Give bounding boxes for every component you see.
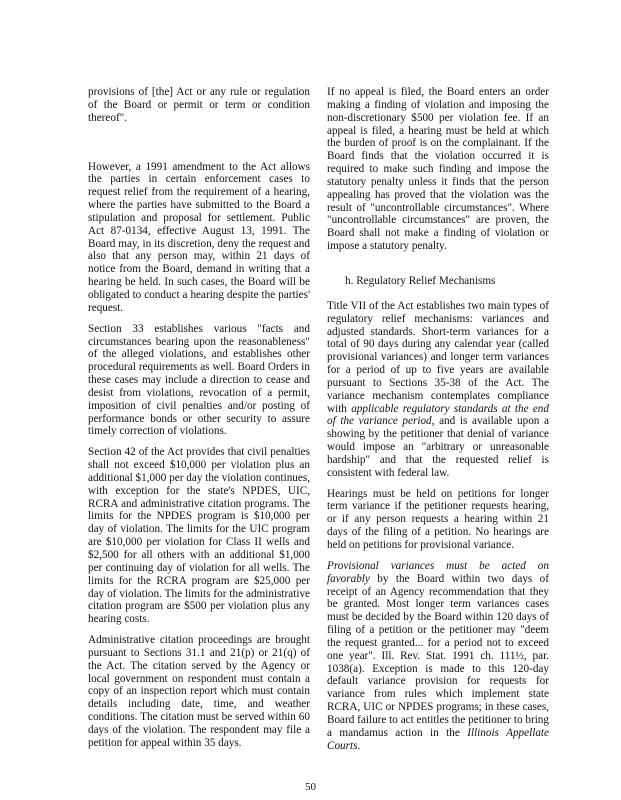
paragraph-right-4	[327, 560, 549, 753]
paragraph-left-1: provisions of [the] Act or any rule or regulation of the Board or permit or term or condition thereof".	[88, 86, 310, 124]
paragraph-left-5: Administrative citation proceedings are brought pursuant to Sections 31.1 and 21(p) or 21(q) of the Act. The citation served by the Agency or local government on respondent must contain a copy of an inspection report which must contain details including date, time, and weather conditions. The citation must be served within 60 days of the violation. The respondent may file a petition for appeal within 35 days.	[88, 634, 310, 749]
text: .	[357, 739, 361, 752]
left-column	[88, 86, 310, 758]
paragraph-right-2	[327, 300, 549, 480]
text: , and is available upon a showing by the petitioner that denial of variance would impose an "arbitrary or unreasonable hardship" and that the requested relief is consistent with federal law.	[327, 415, 549, 479]
emphasis: Provisional variances must be acted on favorably	[327, 559, 549, 585]
paragraph-left-4: Section 42 of the Act provides that civil penalties shall not exceed $10,000 per violation plus an additional $1,000 per day the violation continues, with exception for the state's NPDES, UIC, RCRA and administrative citation programs. The limits for the NPDES program is $10,000 per day of violation. The limits for the UIC program are $10,000 per violation for Class II wells and $2,500 for all others with an additional $1,000 per continuing day of violation for all wells. The limits for the RCRA program are $25,000 per day of violation. The limits for the administrative citation program are $500 per violation plus any hearing costs.	[88, 446, 310, 626]
paragraph-left-2: However, a 1991 amendment to the Act allows the parties in certain enforcement cases to request relief from the requirement of a hearing, where the parties have submitted to the Board a stipulation and proposal for settlement. Public Act 87-0134, effective August 13, 1991. The Board may, in its discretion, deny the request and also that any person may, within 21 days of notice from the Board, demand in writing that a hearing be held. In such cases, the Board will be obligated to conduct a hearing despite the parties' request.	[88, 160, 310, 314]
emphasis: applicable regulatory standards at the end of the variance period	[327, 402, 549, 428]
text: by the Board within two days of receipt of an Agency recommendation that they be granted. Most longer term variances cases must be decided by the Board within 120 days of filing of a petition or the petitioner may "deem the request granted... for a period not to exceed one year". Ill. Rev. Stat. 1991 ch. 111½, par. 1038(a). Exception is made to this 120-day default variance provision for requests for variance from rules which implement state RCRA, UIC or NPDES programs; in these cases, Board failure to act entitles the petitioner to bring a mandamus action in the	[327, 572, 549, 739]
paragraph-right-1: If no appeal is filed, the Board enters an order making a finding of violation and imposing the non-discretionary $500 per violation fee. If an appeal is filed, a hearing must be held at which the burden of proof is on the complainant. If the Board finds that the violation occurred it is required to make such finding and impose the statutory penalty unless it finds that the person appealing has proved that the violation was the result of "uncontrollable circumstances". Where "uncontrollable circumstances" are proven, the Board shall not make a finding of violation or impose a statutory penalty.	[327, 86, 549, 253]
paragraph-left-3: Section 33 establishes various "facts and circumstances bearing upon the reasonableness" of the alleged violations, and establishes other procedural requirements as well. Board Orders in these cases may include a direction to cease and desist from violations, revocation of a permit, imposition of civil penalties and/or posting of performance bonds or other security to assure timely correction of violations.	[88, 322, 310, 438]
text-columns	[88, 86, 621, 761]
paragraph-right-3: Hearings must be held on petitions for longer term variance if the petitioner requests hearing, or if any person requests a hearing within 21 days of the filing of a petition. No hearings are held on petitions for provisional variance.	[327, 487, 549, 551]
page-number: 50	[305, 780, 316, 793]
text: Title VII of the Act establishes two main types of regulatory relief mechanisms: variances and adjusted standards. Short-term variances for a total of 90 days during any calendar year (called provisional variances) and longer term variances for a period of up to five years are available pursuant to Sections 35-38 of the Act. The variance mechanism contemplates compliance with	[327, 299, 549, 415]
right-column	[327, 86, 549, 761]
emphasis: Illinois Appellate Courts	[327, 726, 550, 752]
section-heading: h. Regulatory Relief Mechanisms	[345, 274, 496, 287]
